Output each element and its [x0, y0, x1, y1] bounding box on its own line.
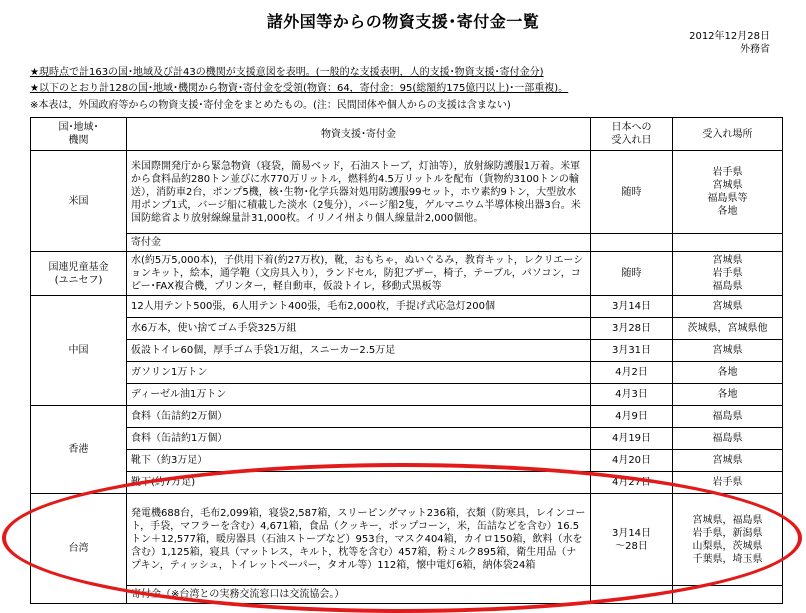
where-taiwan: 宮城県，福島県 岩手県，新潟県 山梨県，茨城県 千葉県，埼玉県: [673, 494, 783, 586]
where-hongkong: 福島県: [673, 406, 783, 428]
items-china: ディーゼル油1万トン: [127, 384, 591, 406]
items-hongkong: 靴下(約7万足): [127, 472, 591, 494]
where-unicef: 宮城県 岩手県 福島県: [673, 252, 783, 296]
table-row: [31, 472, 783, 494]
table-row: [31, 586, 783, 604]
date-block: [689, 30, 770, 56]
table-row: [31, 340, 783, 362]
where-hongkong: 福島県: [673, 428, 783, 450]
when-us: 随時: [591, 151, 673, 234]
country-unicef: 国連児童基金 (ユニセフ): [31, 252, 127, 296]
items-us: 米国際開発庁から緊急物資（寝袋，簡易ベッド，石油ストーブ，灯油等），放射線防護服1万着。米軍から食料品約280トン並びに水770万リットル，燃料約4.5万リットルを配布（貨物約3100トンの輸送），消防車2台，ポンプ5機，核･生物･化学兵器対処用防護服99セット，ホウ素約9トン，大型放水用ポンプ1式，バージ船に積載した淡水（2隻分），バージ船2隻，ゲルマニウム半導体検出器3台。米国防総省より放射線線量計31,000枚。イリノイ州より個人線量計2,000個他。: [127, 151, 591, 234]
when-china: 4月3日: [591, 384, 673, 406]
table-row: [31, 234, 783, 252]
where-us: 岩手県 宮城県 福島県等 各地: [673, 151, 783, 234]
donation-taiwan: 寄付金（※台湾との実務交流窓口は交流協会。）: [127, 586, 591, 604]
table-row: [31, 384, 783, 406]
table-row: [31, 428, 783, 450]
header-row: [31, 118, 783, 151]
items-taiwan: 発電機688台，毛布2,099箱，寝袋2,587箱，スリーピングマット236箱，衣類（防寒具，レインコート，手袋，マフラーを含む）4,671箱，食品（クッキー，ポップコーン，米，缶詰などを含む）16.5トン＋12,577箱，暖房器具（石油ストーブなど）953台，マスク404箱，カイロ150箱，飲料（水を含む）1,125箱，寝具（マットレス，キルト，枕等を含む）457箱，粉ミルク895箱，衛生用品（ナプキン，ティッシュ，トイレットペーパー，タオル等）112箱，懐中電灯6箱，納体袋24箱: [127, 494, 591, 586]
items-china: ガソリン1万トン: [127, 362, 591, 384]
when-hongkong: 4月19日: [591, 428, 673, 450]
country-china: 中国: [31, 296, 127, 406]
table-row: [31, 318, 783, 340]
publish-date: 2012年12月28日: [689, 31, 770, 42]
items-unicef: 水(約5万5,000本)，子供用下着(約27万枚)，靴，おもちゃ，ぬいぐるみ，教育キット，レクリエーションキット，絵本，通学鞄（文房具入り），ランドセル，防犯ブザー，椅子，テーブル，パソコン，コピー･FAX複合機，プリンター，軽自動車，仮設トイレ，移動式黒板等: [127, 252, 591, 296]
when-china: 3月31日: [591, 340, 673, 362]
aid-table: [30, 117, 783, 604]
when-hongkong: 4月27日: [591, 472, 673, 494]
table-row: [31, 362, 783, 384]
where-china: 茨城県，宮城県他: [673, 318, 783, 340]
header-place: 受入れ場所: [673, 118, 783, 151]
when-china: 3月28日: [591, 318, 673, 340]
items-hongkong: 食料（缶詰約2万個）: [127, 406, 591, 428]
page-title: 諸外国等からの物資支援･寄付金一覧: [266, 12, 540, 31]
where-china: 宮城県: [673, 340, 783, 362]
header-items: 物資支援･寄付金: [127, 118, 591, 151]
table-row: [31, 252, 783, 296]
country-taiwan: 台湾: [31, 494, 127, 604]
when-hongkong: 4月9日: [591, 406, 673, 428]
note-countries: ★現時点で計163の国･地域及び計43の機関が支援意図を表明。(一般的な支援表明，人的支援･物資支援･寄付金分): [30, 67, 544, 78]
items-china: 水6万本，使い捨てゴム手袋325万組: [127, 318, 591, 340]
when-china: 3月14日: [591, 296, 673, 318]
where-china: 各地: [673, 384, 783, 406]
where-china: 各地: [673, 362, 783, 384]
when-hongkong: 4月20日: [591, 450, 673, 472]
table-row: [31, 296, 783, 318]
country-us: 米国: [31, 151, 127, 252]
items-hongkong: 食料（缶詰約1万個）: [127, 428, 591, 450]
header-arrival: 日本への 受入れ日: [591, 118, 673, 151]
when-taiwan: 3月14日 ～28日: [591, 494, 673, 586]
ministry-name: 外務省: [740, 44, 770, 55]
when-unicef: 随時: [591, 252, 673, 296]
table-row: [31, 494, 783, 586]
table-row: [31, 450, 783, 472]
table-row: [31, 151, 783, 234]
header-country: 国･地域･ 機関: [31, 118, 127, 151]
note-received: ★以下のとおり計128の国･地域･機関から物資･寄付金を受領(物資：64，寄付金：95(総額約175億円以上)･一部重複)。: [30, 83, 569, 94]
items-china: 仮設トイレ60個，厚手ゴム手袋1万組，スニーカー2.5万足: [127, 340, 591, 362]
where-hongkong: 岩手県: [673, 472, 783, 494]
where-china: 宮城県: [673, 296, 783, 318]
where-hongkong: 宮城県: [673, 450, 783, 472]
items-hongkong: 靴下（約3万足）: [127, 450, 591, 472]
country-hongkong: 香港: [31, 406, 127, 494]
donation-us: 寄付金: [127, 234, 591, 252]
table-row: [31, 406, 783, 428]
note-scope: ※本表は，外国政府等からの物資支援･寄付金をまとめたもの。(注：民間団体や個人からの支援は含まない): [30, 100, 511, 111]
when-china: 4月2日: [591, 362, 673, 384]
items-china: 12人用テント500張，6人用テント400張，毛布2,000枚，手提げ式応急灯200個: [127, 296, 591, 318]
